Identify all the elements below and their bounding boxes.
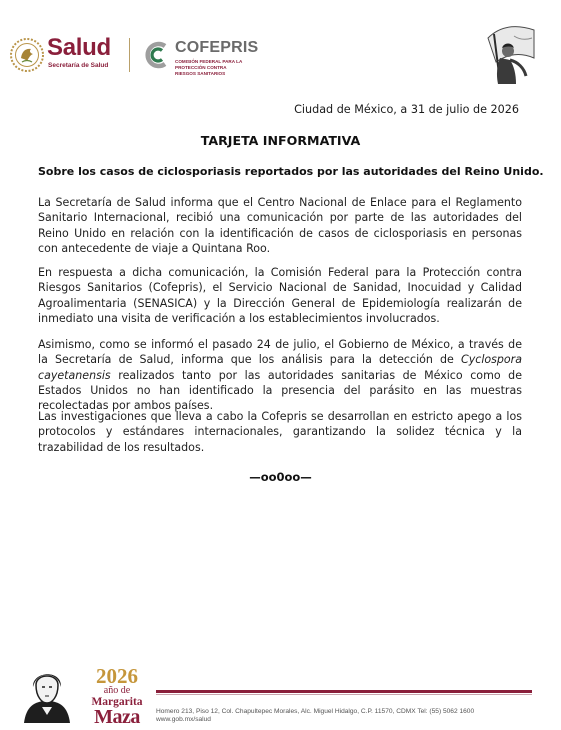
year-name-first: Margarita: [91, 696, 143, 708]
heroine-flag-illustration-icon: [470, 18, 540, 88]
paragraph-3: [38, 337, 522, 413]
paragraph-1: La Secretaría de Salud informa que el Centro Nacional de Enlace para el Reglamento Sanitario Internacional, recibió una comunicación por parte de las autoridades del Reino Unido en relación con la identificación de casos de ciclosporiasis en personas con antecedente de viaje a Quintana Roo.: [38, 196, 522, 255]
paragraph-4: Las investigaciones que lleva a cabo la Cofepris se desarrollan en estricto apego a los protocolos y estándares internacionales, garantizando la solidez técnica y la trazabilidad de los resultados.: [38, 410, 522, 454]
paragraph-3-end: realizados tanto por las autoridades sanitarias de México como de Estados Unidos no han identificado la presencia del parásito en las muestras recolectadas por ambos países.: [38, 368, 522, 413]
paragraph-2: En respuesta a dicha comunicación, la Comisión Federal para la Protección contra Riesgos Sanitarios (Cofepris), el Servicio Nacional de Sanidad, Inocuidad y Calidad Agroalimentaria (SENASICA) y la Dirección General de Epidemiología realizarán de inmediato una visita de verificación a los establecimientos involucrados.: [38, 266, 522, 325]
document-title: TARJETA INFORMATIVA: [200, 133, 361, 148]
year-number: 2026: [96, 664, 138, 688]
paragraph-3-start: Asimismo, como se informó el pasado 24 de julio, el Gobierno de México, a través de la Secretaría de Salud, informa que los análisis para la detección de: [38, 338, 522, 367]
footer-divider: [156, 690, 532, 693]
footer-address: Homero 213, Piso 12, Col. Chapultepec Morales, Alc. Miguel Hidalgo, C.P. 11570, CDMX Tel: (55) 5062 1600: [156, 708, 475, 715]
cofepris-logo-icon: [143, 40, 171, 70]
cofepris-logo-subtext: COMISIÓN FEDERAL PARA LA PROTECCIÓN CONTRA RIESGOS SANITARIOS: [175, 59, 243, 76]
logo-divider: [129, 38, 130, 72]
footer-divider-secondary: [156, 694, 532, 695]
year-name-last: Maza: [94, 706, 140, 728]
national-coat-of-arms-icon: [10, 38, 44, 72]
margarita-maza-portrait-icon: [18, 663, 76, 723]
letterhead: [0, 0, 561, 95]
year-subtitle: año de: [103, 685, 131, 696]
paragraph-3-species-name: Cyclospora cayetanensis: [38, 353, 522, 382]
salud-logo-text: Salud: [47, 34, 111, 61]
closing-mark: —oo0oo—: [249, 470, 312, 484]
footer-website-link[interactable]: www.gob.mx/salud: [156, 716, 211, 723]
cofepris-logo-text: COFEPRIS: [175, 39, 259, 56]
place-date: Ciudad de México, a 31 de julio de 2026: [294, 103, 519, 116]
year-of-margarita-maza-logo: [78, 666, 156, 727]
document-subtitle: Sobre los casos de ciclosporiasis reportados por las autoridades del Reino Unido.: [38, 165, 544, 178]
salud-logo-subtext: Secretaría de Salud: [48, 62, 109, 69]
